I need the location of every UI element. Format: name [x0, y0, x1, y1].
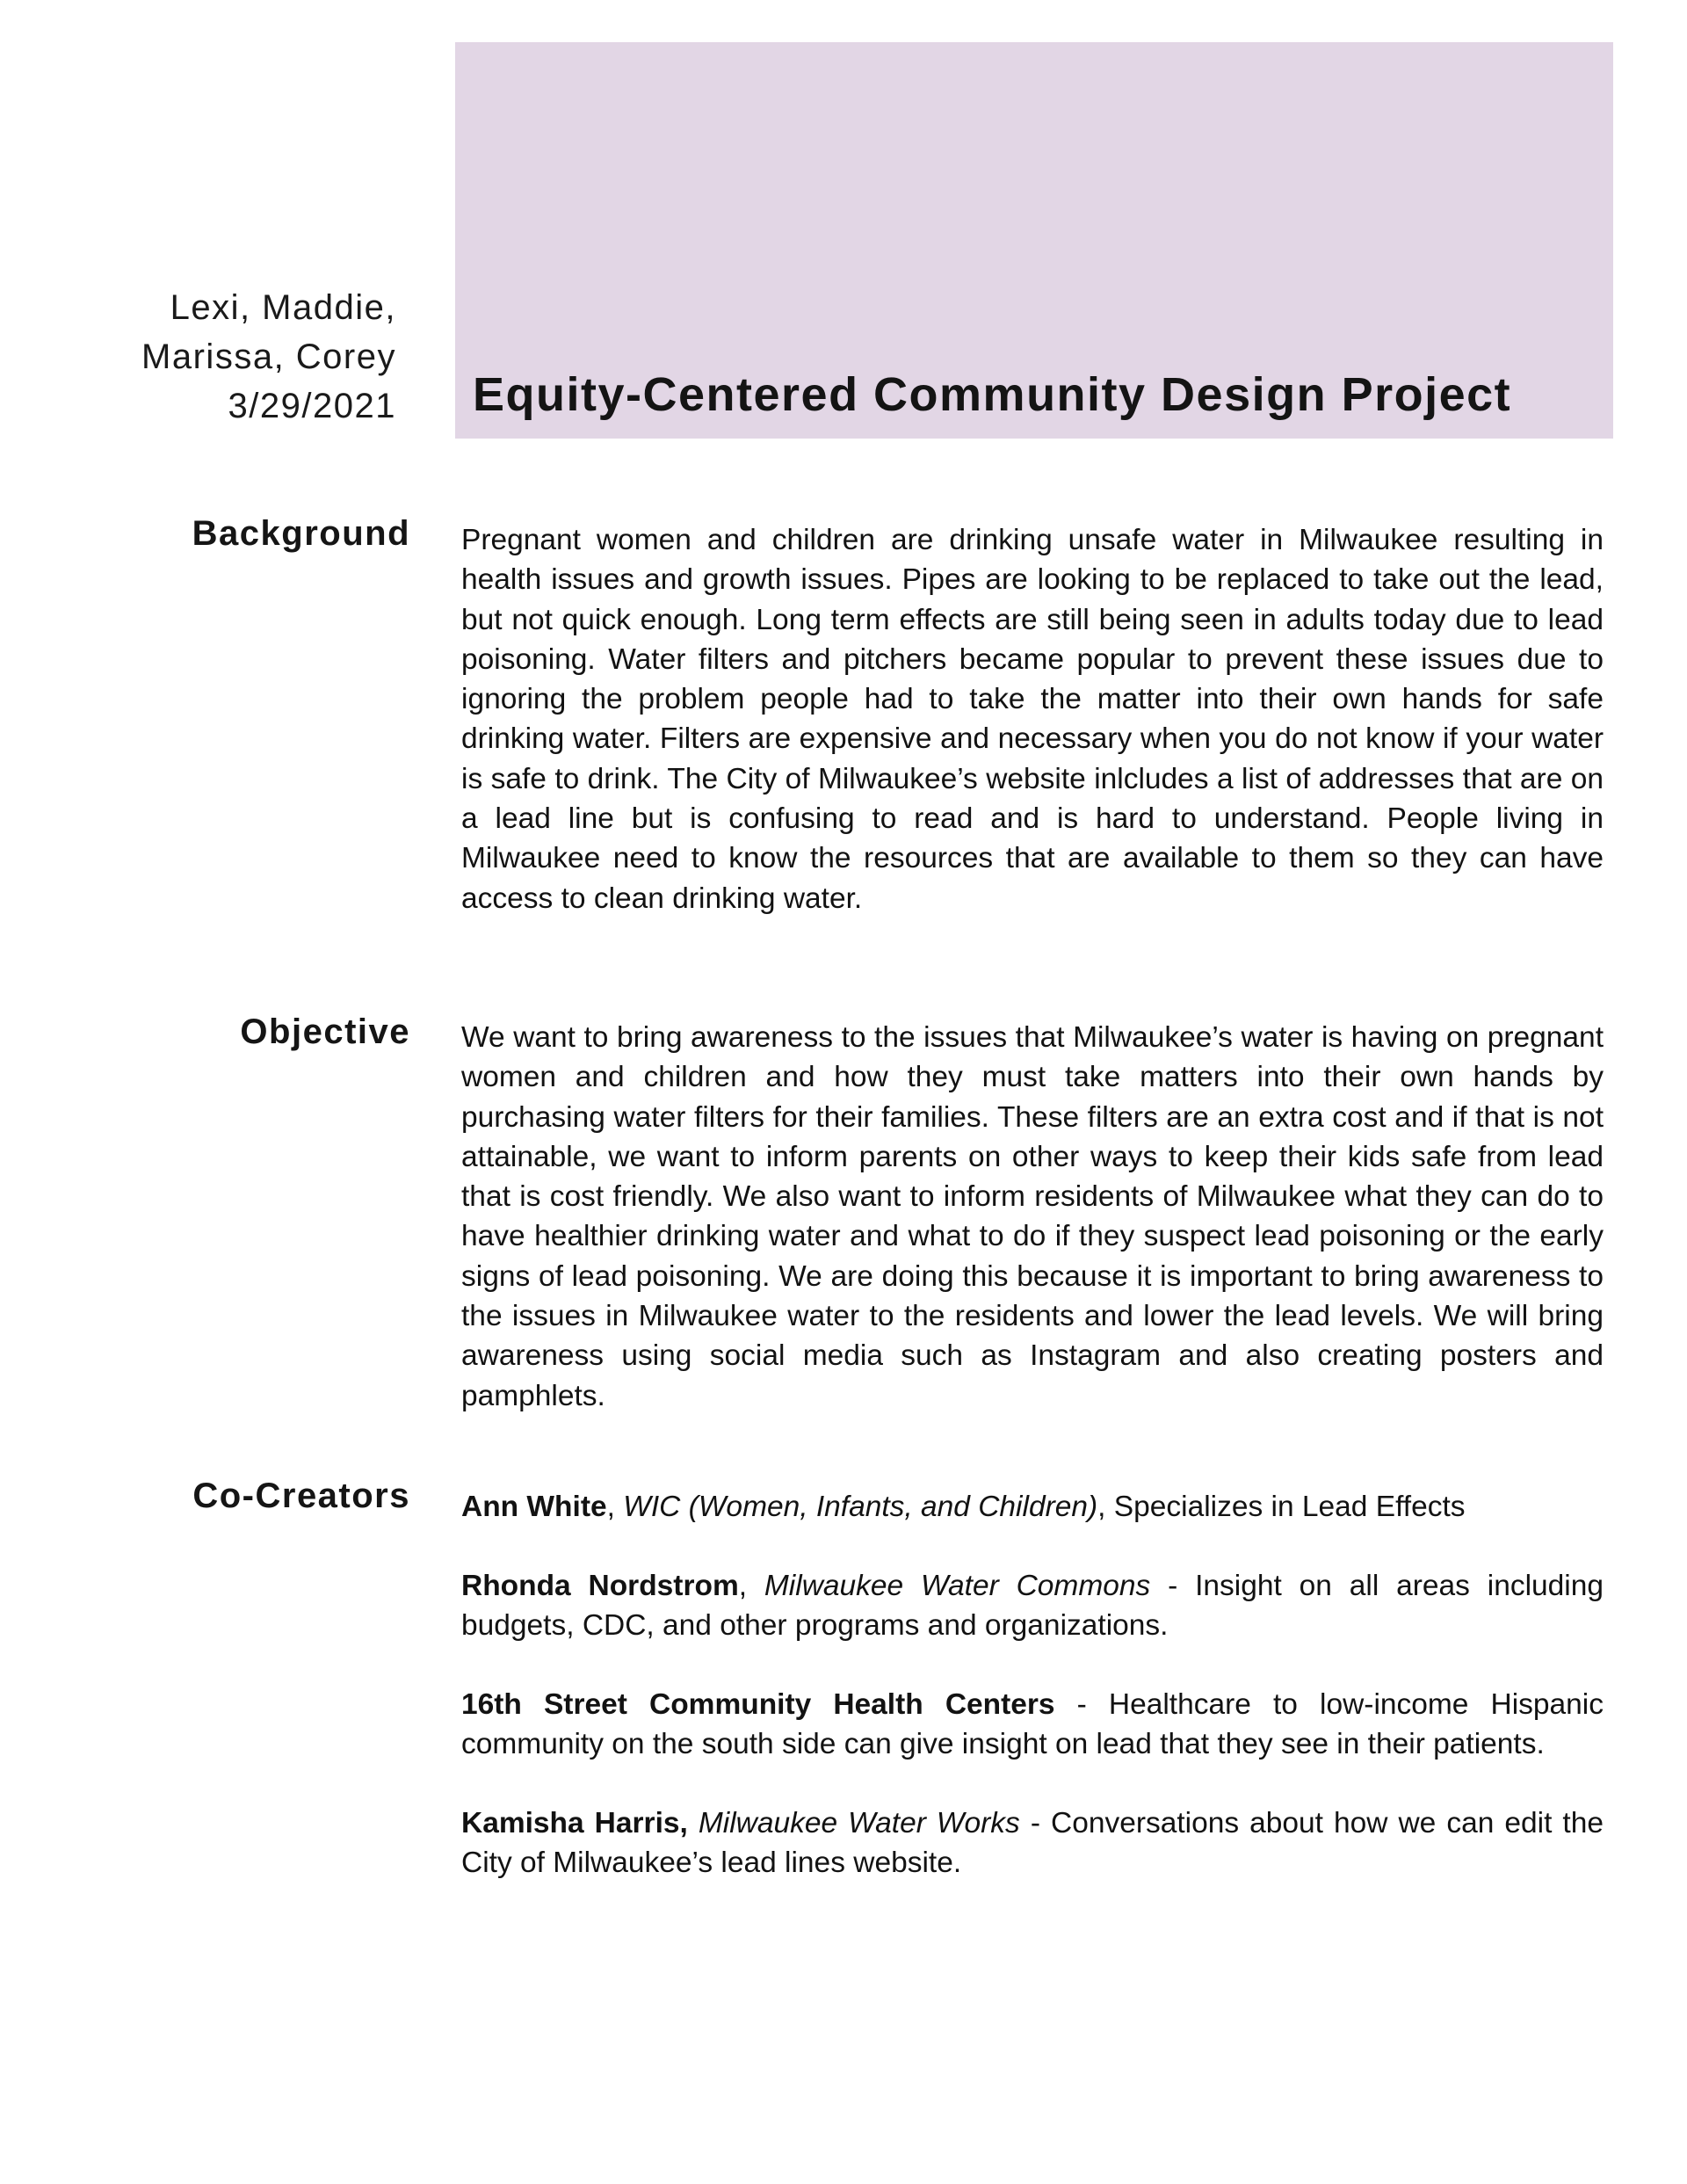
co-creator-name: Ann White: [461, 1491, 607, 1523]
co-creator-organization: Milwaukee Water Works: [698, 1807, 1020, 1839]
objective-label: Objective: [240, 1012, 410, 1051]
authors-block: [141, 283, 396, 431]
co-creator-entry: [461, 1685, 1604, 1765]
co-creator-separator: ,: [606, 1491, 624, 1523]
co-creator-name: Rhonda Nordstrom: [461, 1570, 739, 1602]
co-creator-separator: [688, 1807, 699, 1839]
co-creator-description: Insight on all areas including budgets, CDC, and other programs and organizations.: [461, 1570, 1604, 1643]
co-creator-separator: -: [1150, 1570, 1196, 1602]
co-creator-organization: WIC (Women, Infants, and Children): [623, 1491, 1098, 1523]
co-creator-entry: [461, 1487, 1604, 1527]
authors-line-1: Lexi, Maddie,: [170, 288, 396, 327]
objective-text: We want to bring awareness to the issues that Milwaukee’s water is having on pregnant women and children and how they must take matters into their own hands by purchasing water filters for their families. These filters are an extra cost and if that is not attainable, we want to inform parents on other ways to keep their kids safe from lead that is cost friendly. We also want to inform residents of Milwaukee what they can do to have healthier drinking water and what to do if they suspect lead poisoning or the early signs of lead poisoning. We are doing this because it is important to bring awareness to the issues in Milwaukee water to the residents and lower the lead levels. We will bring awareness using social media such as Instagram and also creating posters and pamphlets.: [461, 1021, 1604, 1412]
co-creator-separator: -: [1019, 1807, 1051, 1839]
background-label: Background: [192, 514, 410, 553]
co-creator-separator: -: [1054, 1688, 1109, 1721]
co-creator-name: 16th Street Community Health Centers: [461, 1688, 1055, 1721]
co-creators-label: Co-Creators: [192, 1477, 410, 1515]
co-creator-name: Kamisha Harris,: [461, 1807, 688, 1839]
co-creator-entry: [461, 1566, 1604, 1646]
co-creator-separator: ,: [738, 1570, 764, 1602]
co-creator-separator: ,: [1097, 1491, 1114, 1523]
co-creator-description: Conversations about how we can edit the City of Milwaukee’s lead lines website.: [461, 1807, 1604, 1880]
authors-line-2: Marissa, Corey: [141, 337, 396, 376]
co-creator-organization: Milwaukee Water Commons: [764, 1570, 1151, 1602]
page-title: Equity-Centered Community Design Project: [473, 368, 1512, 421]
date: 3/29/2021: [228, 387, 396, 425]
co-creator-description: Specializes in Lead Effects: [1113, 1491, 1466, 1523]
background-text: Pregnant women and children are drinking unsafe water in Milwaukee resulting in health issues and growth issues. Pipes are looking to be replaced to take out the lead, but not quick enough. Long term effects are still being seen in adults today due to lead poisoning. Water filters and pitchers became popular to prevent these issues due to ignoring the problem people had to take the matter into their own hands for safe drinking water. Filters are expensive and necessary when you do not know if your water is safe to drink. The City of Milwaukee’s website inlcludes a list of addresses that are on a lead line but is confusing to read and is hard to understand. People living in Milwaukee need to know the resources that are available to them so they can have access to clean drinking water.: [461, 524, 1604, 915]
co-creator-description: Healthcare to low-income Hispanic community on the south side can give insight on lead that they see in their patients.: [461, 1688, 1604, 1761]
co-creator-entry: [461, 1803, 1604, 1883]
